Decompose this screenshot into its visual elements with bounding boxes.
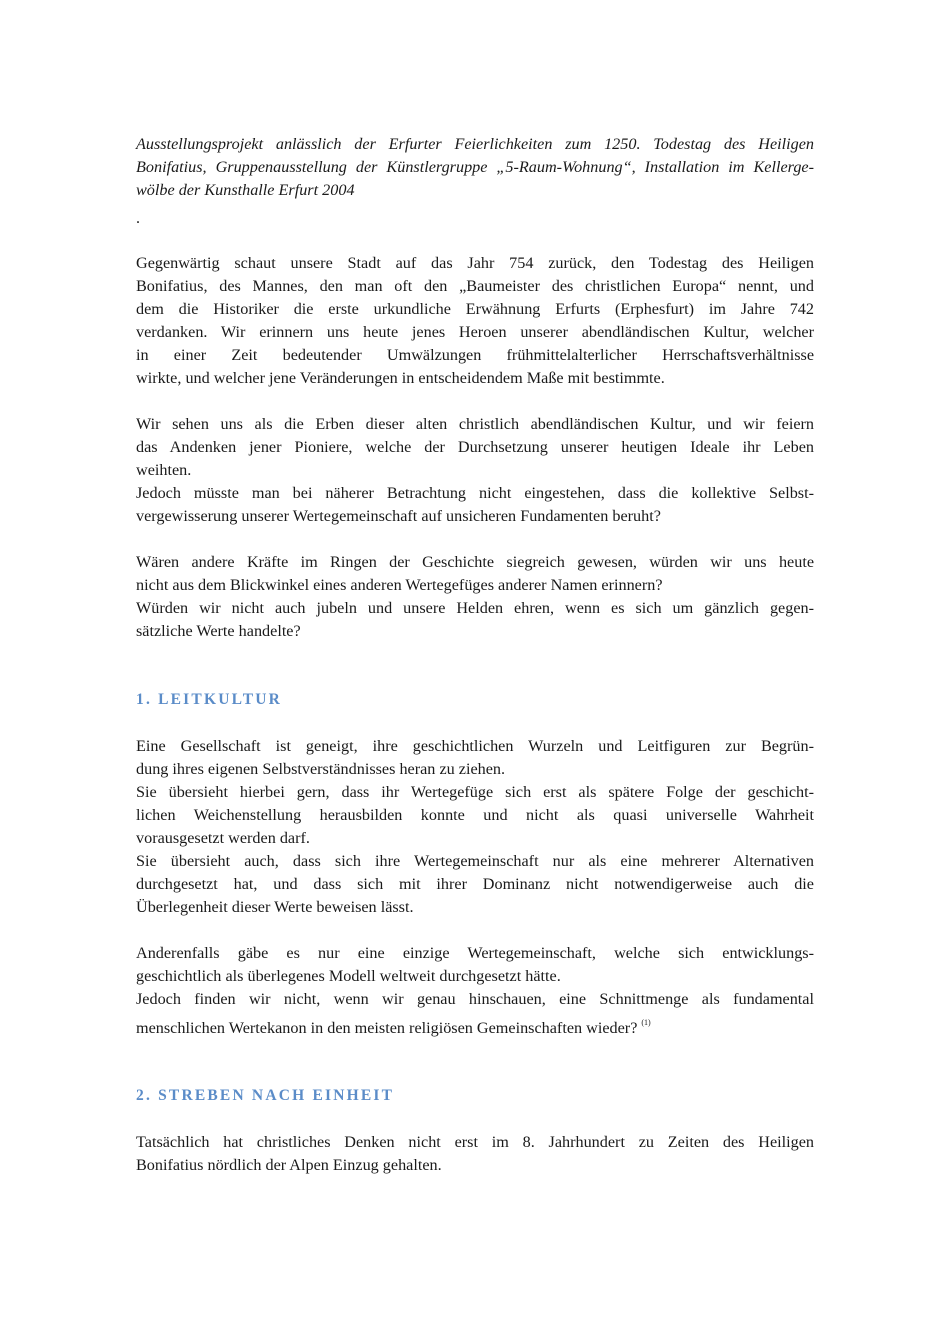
paragraph-tatsaechlich	[136, 1131, 814, 1177]
text-line: Eine Gesellschaft ist geneigt, ihre geschichtlichen Wurzeln und Leitfiguren zur Begrün-	[136, 737, 814, 755]
intro-paragraph	[136, 133, 814, 202]
document-page	[136, 133, 814, 1177]
text-line: Sie übersieht hierbei gern, dass ihr Wertegefüge sich erst als spätere Folge der geschicht-	[136, 783, 814, 801]
intro-line: Ausstellungsprojekt anlässlich der Erfurter Feierlichkeiten zum 1250. Todestag des Heiligen	[136, 135, 814, 153]
paragraph-uebersieht	[136, 781, 814, 850]
footnote-reference[interactable]: (1)	[641, 1018, 651, 1027]
text-line: lichen Weichenstellung herausbilden konnte und nicht als quasi universelle Wahrheit	[136, 806, 814, 824]
text-line: Wären andere Kräfte im Ringen der Geschichte siegreich gewesen, würden wir uns heute	[136, 553, 814, 571]
text-line-content: menschlichen Wertekanon in den meisten religiösen Gemeinschaften wieder?	[136, 1019, 638, 1037]
text-line: durchgesetzt hat, und dass sich mit ihrer Dominanz nicht notwendigerweise auch die	[136, 875, 814, 893]
paragraph-waeren	[136, 551, 814, 597]
text-line: vergewisserung unserer Wertegemeinschaft auf unsicheren Fundamenten beruht?	[136, 507, 661, 525]
text-line: Gegenwärtig schaut unsere Stadt auf das Jahr 754 zurück, den Todestag des Heiligen	[136, 254, 814, 272]
text-line: dem die Historiker die erste urkundliche Erwähnung Erfurts (Erphesfurt) im Jahre 742	[136, 300, 814, 318]
text-line: das Andenken jener Pioniere, welche der Durchsetzung unserer heutigen Ideale ihr Leben	[136, 438, 814, 456]
text-line: Anderenfalls gäbe es nur eine einzige Wertegemeinschaft, welche sich entwicklungs-	[136, 944, 814, 962]
text-line: Wir sehen uns als die Erben dieser alten christlich abendländischen Kultur, und wir feiern	[136, 415, 814, 433]
text-line: Bonifatius, des Mannes, den man oft den „Baumeister des christlichen Europa“ nennt, und	[136, 277, 814, 295]
text-line: Tatsächlich hat christliches Denken nicht erst im 8. Jahrhundert zu Zeiten des Heiligen	[136, 1133, 814, 1151]
text-line: in einer Zeit bedeutender Umwälzungen frühmittelalterlicher Herrschaftsverhältnisse	[136, 346, 814, 364]
text-line: Bonifatius nördlich der Alpen Einzug gehalten.	[136, 1156, 442, 1174]
text-line: Überlegenheit dieser Werte beweisen lässt.	[136, 898, 414, 916]
paragraph-uebersieht-auch	[136, 850, 814, 919]
text-line: verdanken. Wir erinnern uns heute jenes Heroen unserer abendländischen Kultur, welcher	[136, 323, 814, 341]
text-line: dung ihres eigenen Selbstverständnisses heran zu ziehen.	[136, 760, 506, 778]
text-line: vorausgesetzt werden darf.	[136, 829, 310, 847]
text-line: nicht aus dem Blickwinkel eines anderen Wertegefüges anderer Namen erinnern?	[136, 576, 663, 594]
text-line	[136, 1011, 814, 1040]
text-line: weihten.	[136, 461, 192, 479]
paragraph-gesellschaft	[136, 735, 814, 781]
text-line: Jedoch müsste man bei näherer Betrachtung nicht eingestehen, dass die kollektive Selbst-	[136, 484, 814, 502]
intro-line: wölbe der Kunsthalle Erfurt 2004	[136, 181, 355, 199]
text-line: Sie übersieht auch, dass sich ihre Wertegemeinschaft nur als eine mehrerer Alternativen	[136, 852, 814, 870]
paragraph-schnittmenge	[136, 988, 814, 1040]
text-line: Jedoch finden wir nicht, wenn wir genau hinschauen, eine Schnittmenge als fundamental	[136, 990, 814, 1008]
section-heading-streben-nach-einheit: 2. STREBEN NACH EINHEIT	[136, 1087, 395, 1104]
intro-line: Bonifatius, Gruppenausstellung der Künstlergruppe „5-Raum-Wohnung“, Installation im Kellerge-	[136, 158, 814, 176]
separator-dot: .	[136, 210, 140, 227]
paragraph-erben	[136, 413, 814, 482]
paragraph-jedoch	[136, 482, 814, 528]
text-line: Würden wir nicht auch jubeln und unsere Helden ehren, wenn es sich um gänzlich gegen-	[136, 599, 814, 617]
section-heading-leitkultur: 1. LEITKULTUR	[136, 691, 283, 708]
paragraph-wuerden	[136, 597, 814, 643]
paragraph-anderenfalls	[136, 942, 814, 988]
text-line: geschichtlich als überlegenes Modell weltweit durchgesetzt hätte.	[136, 967, 561, 985]
paragraph-754	[136, 252, 814, 390]
text-line: sätzliche Werte handelte?	[136, 622, 301, 640]
text-line: wirkte, und welcher jene Veränderungen in entscheidendem Maße mit bestimmte.	[136, 369, 665, 387]
